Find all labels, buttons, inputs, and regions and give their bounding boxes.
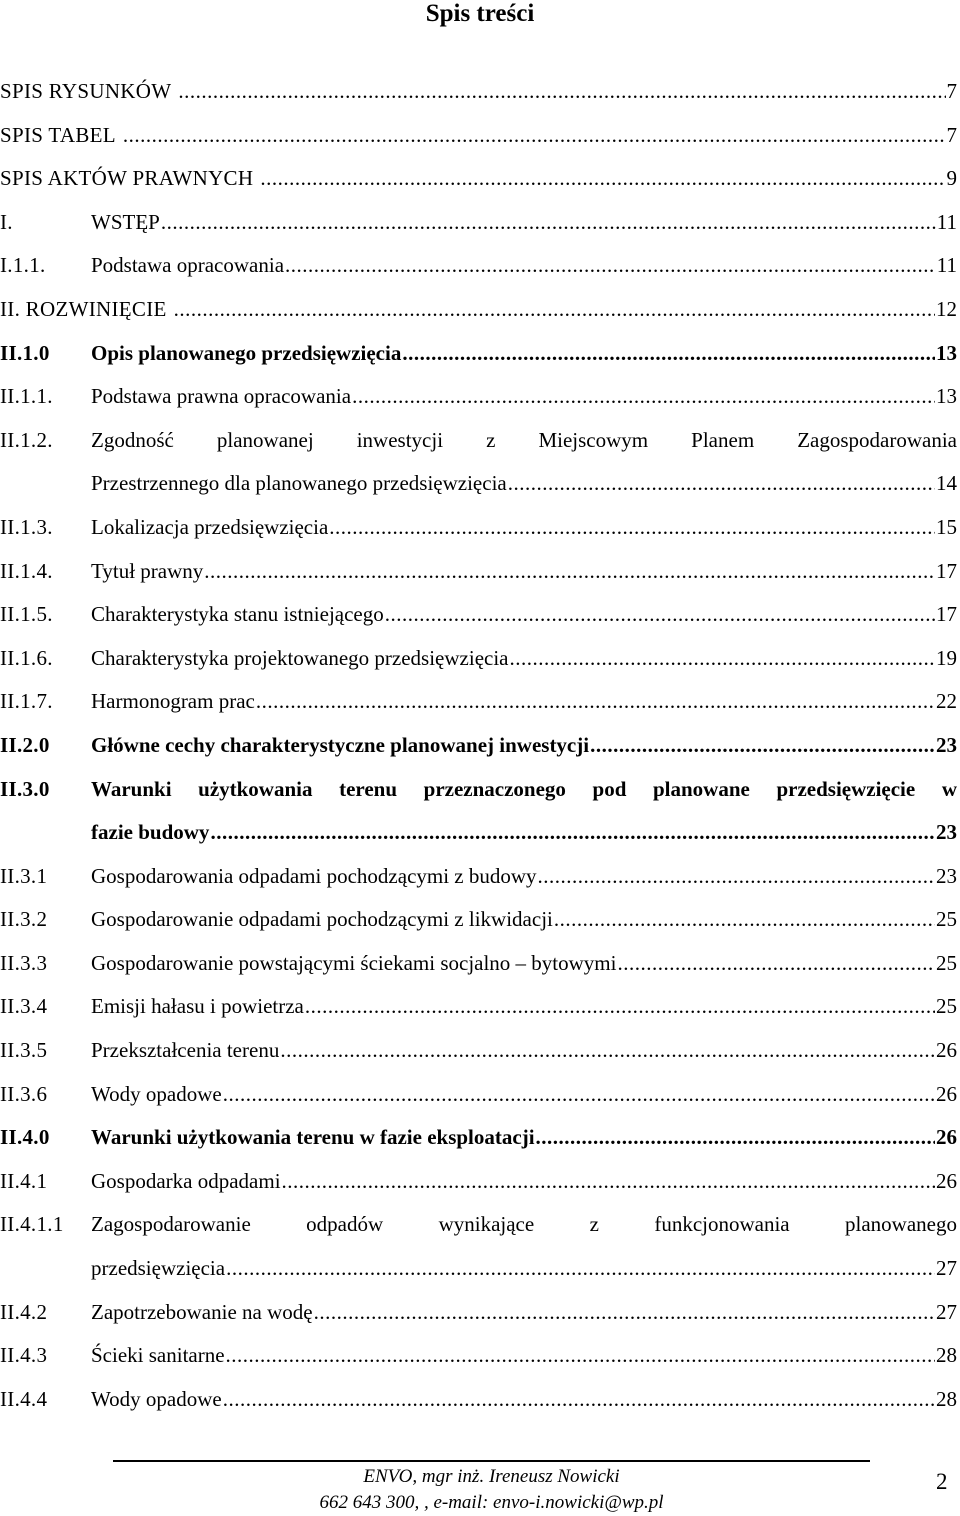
- toc-entry-number: II.4.0: [0, 1125, 50, 1150]
- toc-entry[interactable]: [0, 1160, 957, 1204]
- toc-dot-leader: [590, 724, 935, 768]
- toc-dot-leader: [280, 1029, 935, 1073]
- toc-entry-page: 15: [936, 514, 957, 539]
- toc-entry-title-line: Zgodność planowanej inwestycji z Miejscowym Planem Zagospodarowania: [91, 427, 957, 452]
- toc-entry[interactable]: [0, 985, 957, 1029]
- toc-entry[interactable]: [0, 680, 957, 724]
- toc-entry-page: 17: [936, 558, 957, 583]
- toc-dot-leader: [329, 506, 935, 550]
- toc-entry-title-line: Warunki użytkowania terenu przeznaczonego pod planowane przedsięwzięcie w: [91, 776, 957, 801]
- toc-entry-page: 26: [936, 1168, 957, 1193]
- toc-entry[interactable]: [0, 375, 957, 419]
- toc-entry-number: I.: [0, 209, 13, 234]
- toc-entry-number: II.1.5.: [0, 602, 53, 627]
- toc-entry-page: 13: [936, 340, 957, 365]
- toc-entry[interactable]: [0, 506, 957, 550]
- toc-dot-leader: [174, 288, 935, 332]
- table-of-contents: [0, 70, 957, 1421]
- toc-entry-number: II.3.1: [0, 863, 48, 888]
- toc-entry-title: Gospodarowanie odpadami pochodzącymi z likwidacji: [91, 907, 553, 932]
- toc-dot-leader: [223, 1378, 935, 1422]
- toc-entry[interactable]: [0, 1378, 957, 1422]
- toc-dot-leader: [554, 898, 935, 942]
- toc-entry-title: Gospodarka odpadami: [91, 1168, 281, 1193]
- toc-entry-title: fazie budowy: [91, 820, 210, 845]
- toc-entry[interactable]: [0, 114, 957, 158]
- toc-entry-page: 11: [936, 209, 957, 234]
- toc-entry-title: Główne cechy charakterystyczne planowanej inwestycji: [91, 732, 590, 757]
- toc-entry-title: Emisji hałasu i powietrza: [91, 994, 304, 1019]
- toc-entry-page: 12: [936, 296, 957, 321]
- toc-entry-title: Charakterystyka projektowanego przedsięwzięcia: [91, 645, 509, 670]
- toc-entry[interactable]: [0, 419, 957, 506]
- toc-dot-leader: [402, 332, 935, 376]
- page-title: Spis treści: [425, 0, 535, 27]
- toc-entry-number: II. ROZWINIĘCIE: [0, 296, 167, 321]
- toc-entry-number: II.1.2.: [0, 427, 53, 452]
- toc-entry-number: II.3.5: [0, 1038, 48, 1063]
- toc-entry-page: 25: [936, 950, 957, 975]
- toc-dot-leader: [508, 462, 935, 506]
- toc-entry[interactable]: [0, 637, 957, 681]
- page-number: 2: [936, 1469, 948, 1494]
- toc-entry-page: 25: [936, 994, 957, 1019]
- toc-entry-title: Przekształcenia terenu: [91, 1038, 280, 1063]
- toc-dot-leader: [210, 811, 935, 855]
- toc-entry-page: 25: [936, 907, 957, 932]
- toc-entry-title: Wody opadowe: [91, 1081, 222, 1106]
- toc-entry[interactable]: [0, 1334, 957, 1378]
- toc-entry-number: II.3.3: [0, 950, 48, 975]
- toc-entry-number: II.4.4: [0, 1386, 48, 1411]
- toc-entry-title-line: Zagospodarowanie odpadów wynikające z funkcjonowania planowanego: [91, 1212, 957, 1237]
- toc-entry-page: 22: [936, 689, 957, 714]
- toc-entry-title: przedsięwzięcia: [91, 1256, 226, 1281]
- toc-entry-number: II.3.4: [0, 994, 48, 1019]
- toc-entry[interactable]: [0, 593, 957, 637]
- toc-entry-title: Warunki użytkowania terenu w fazie eksploatacji: [91, 1125, 535, 1150]
- toc-entry-number: II.1.3.: [0, 514, 53, 539]
- toc-entry-page: 11: [936, 253, 957, 278]
- toc-dot-leader: [510, 637, 936, 681]
- toc-entry-number: II.1.6.: [0, 645, 53, 670]
- toc-entry[interactable]: [0, 898, 957, 942]
- toc-entry-number: II.1.1.: [0, 384, 53, 409]
- toc-entry-title: Harmonogram prac: [91, 689, 255, 714]
- footer-contact: 662 643 300, , e-mail: envo-i.nowicki@wp.pl: [319, 1492, 664, 1513]
- footer-divider: [113, 1460, 870, 1462]
- toc-dot-leader: [352, 375, 935, 419]
- toc-entry-number: II.4.1.1: [0, 1212, 64, 1237]
- toc-entry-page: 7: [946, 122, 957, 147]
- toc-entry-page: 14: [936, 471, 957, 496]
- footer-author: ENVO, mgr inż. Ireneusz Nowicki: [363, 1466, 620, 1487]
- toc-dot-leader: [314, 1291, 935, 1335]
- toc-entry-page: 7: [946, 79, 957, 103]
- toc-entry-title: Tytuł prawny: [91, 558, 204, 583]
- toc-dot-leader: [260, 157, 945, 201]
- toc-entry-page: 19: [936, 645, 957, 670]
- toc-entry-number: II.2.0: [0, 732, 50, 757]
- toc-entry-page: 23: [936, 732, 957, 757]
- toc-entry-number: II.4.2: [0, 1299, 48, 1324]
- toc-entry-page: 17: [936, 602, 957, 627]
- toc-entry-page: 26: [936, 1125, 957, 1150]
- toc-entry[interactable]: [0, 201, 957, 245]
- toc-entry-page: 9: [946, 166, 957, 191]
- toc-entry-number: II.1.7.: [0, 689, 53, 714]
- toc-entry-page: 27: [936, 1299, 957, 1324]
- toc-entry-page: 26: [936, 1038, 957, 1063]
- toc-entry[interactable]: [0, 332, 957, 376]
- toc-dot-leader: [123, 114, 946, 158]
- toc-entry[interactable]: [0, 550, 957, 594]
- toc-entry[interactable]: [0, 157, 957, 201]
- toc-entry-title: Podstawa opracowania: [91, 253, 285, 278]
- toc-dot-leader: [226, 1247, 935, 1291]
- footer: [113, 1464, 870, 1516]
- toc-entry[interactable]: [0, 942, 957, 986]
- toc-dot-leader: [285, 244, 936, 288]
- toc-entry-title: Ścieki sanitarne: [91, 1343, 225, 1368]
- toc-entry-number: SPIS RYSUNKÓW: [0, 79, 172, 103]
- toc-entry-title: Charakterystyka stanu istniejącego: [91, 602, 384, 627]
- toc-entry[interactable]: [0, 724, 957, 768]
- toc-dot-leader: [204, 550, 935, 594]
- toc-entry-title: Gospodarowania odpadami pochodzącymi z budowy: [91, 863, 537, 888]
- toc-entry-number: II.4.3: [0, 1343, 48, 1368]
- toc-entry-title: WSTĘP: [91, 209, 160, 234]
- toc-entry[interactable]: [0, 1116, 957, 1160]
- toc-entry[interactable]: [0, 1203, 957, 1290]
- toc-entry[interactable]: [0, 855, 957, 899]
- toc-entry-number: SPIS AKTÓW PRAWNYCH: [0, 166, 254, 191]
- toc-entry-number: II.3.2: [0, 907, 48, 932]
- toc-entry[interactable]: [0, 288, 957, 332]
- toc-entry[interactable]: [0, 1029, 957, 1073]
- toc-entry-page: 13: [936, 384, 957, 409]
- toc-entry-title: Zapotrzebowanie na wodę: [91, 1299, 313, 1324]
- toc-entry-page: 23: [936, 863, 957, 888]
- toc-dot-leader: [226, 1334, 935, 1378]
- toc-dot-leader: [617, 942, 935, 986]
- toc-entry-title: Lokalizacja przedsięwzięcia: [91, 514, 329, 539]
- toc-dot-leader: [305, 985, 935, 1029]
- toc-entry-page: 27: [936, 1256, 957, 1281]
- toc-dot-leader: [282, 1160, 935, 1204]
- toc-dot-leader: [385, 593, 935, 637]
- toc-entry[interactable]: [0, 1291, 957, 1335]
- toc-entry-number: SPIS TABEL: [0, 122, 116, 147]
- toc-entry-number: I.1.1.: [0, 253, 46, 278]
- toc-entry-title: Gospodarowanie powstającymi ściekami socjalno – bytowymi: [91, 950, 617, 975]
- toc-entry[interactable]: [0, 1073, 957, 1117]
- toc-entry-number: II.1.4.: [0, 558, 53, 583]
- toc-entry-page: 26: [936, 1081, 957, 1106]
- toc-entry-number: II.3.0: [0, 776, 50, 801]
- toc-entry-page: 28: [936, 1343, 957, 1368]
- toc-dot-leader: [161, 201, 936, 245]
- toc-entry-number: II.1.0: [0, 340, 50, 365]
- toc-entry[interactable]: [0, 244, 957, 288]
- toc-entry-number: II.3.6: [0, 1081, 48, 1106]
- toc-entry-title: Przestrzennego dla planowanego przedsięwzięcia: [91, 471, 507, 496]
- toc-entry-title: Wody opadowe: [91, 1386, 222, 1411]
- toc-dot-leader: [536, 1116, 935, 1160]
- toc-entry-page: 28: [936, 1386, 957, 1411]
- toc-dot-leader: [538, 855, 935, 899]
- toc-entry-number: II.4.1: [0, 1168, 48, 1193]
- toc-entry-title: Podstawa prawna opracowania: [91, 384, 352, 409]
- toc-dot-leader: [223, 1073, 935, 1117]
- toc-entry-page: 23: [936, 820, 957, 845]
- toc-entry[interactable]: [0, 768, 957, 855]
- toc-dot-leader: [256, 680, 935, 724]
- toc-entry-title: Opis planowanego przedsięwzięcia: [91, 340, 402, 365]
- toc-entry[interactable]: [0, 70, 957, 114]
- toc-dot-leader: [178, 70, 945, 114]
